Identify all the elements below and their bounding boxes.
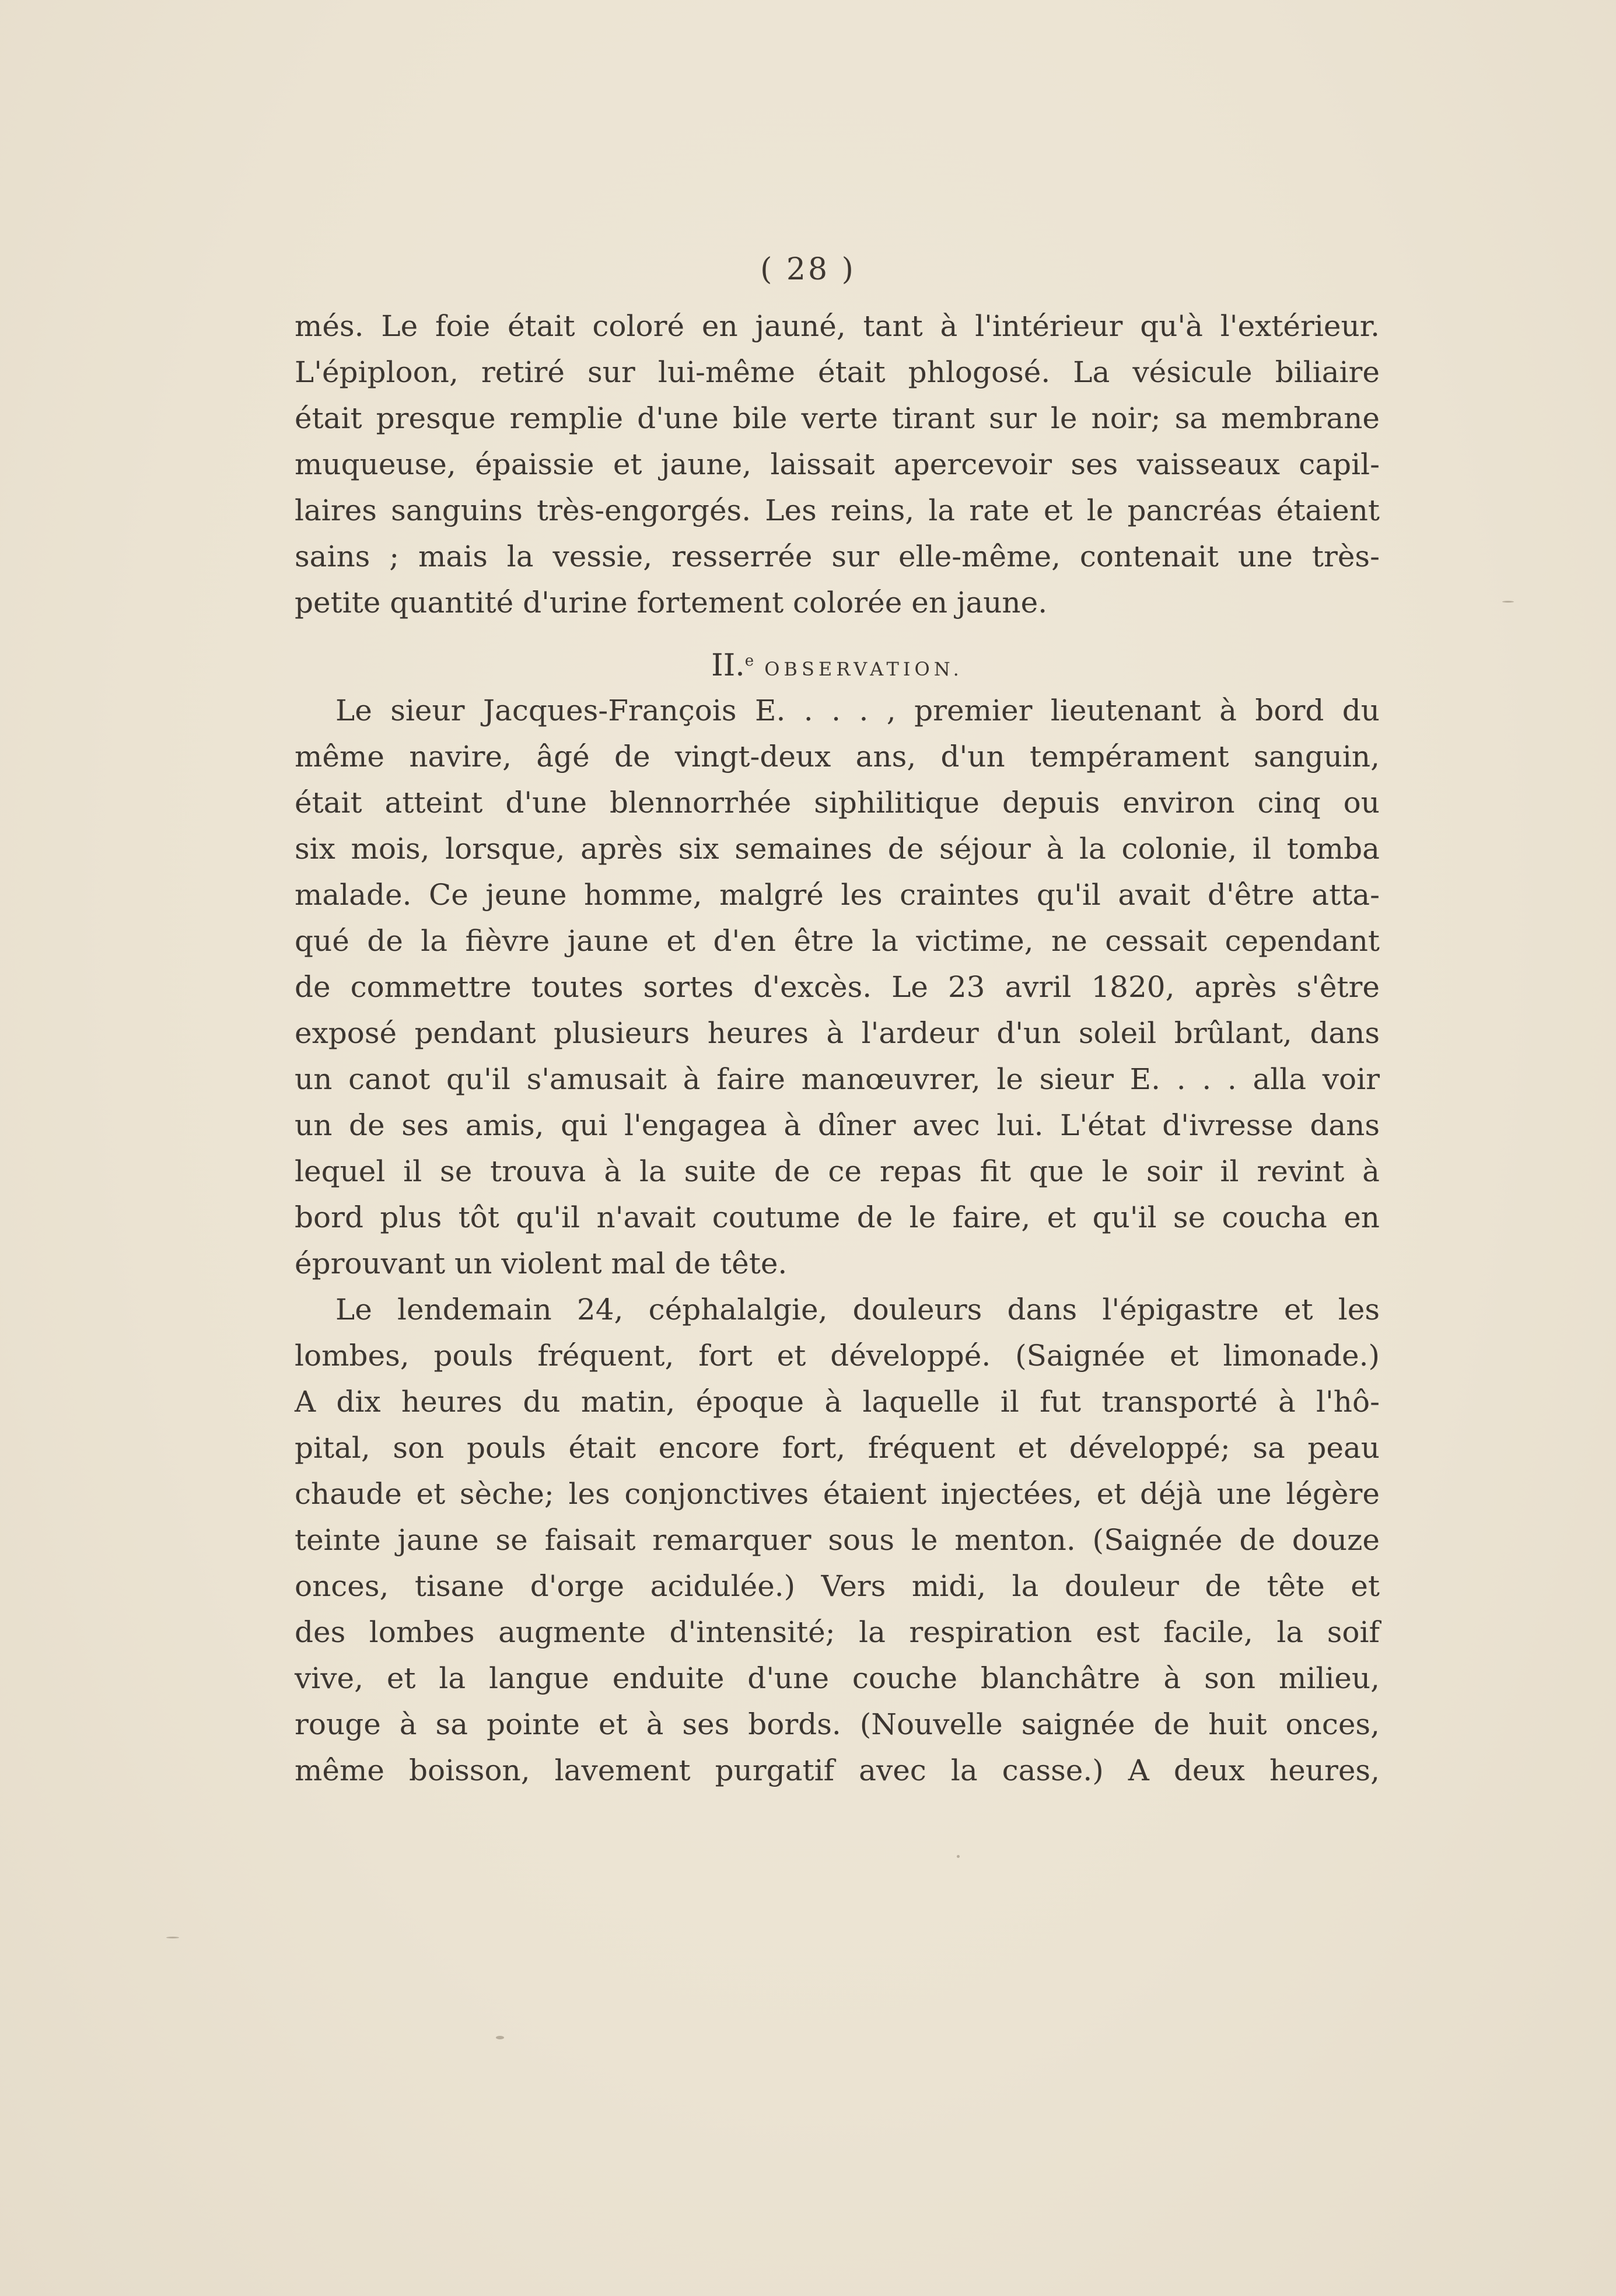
text-line: Le lendemain 24, céphalalgie, douleurs dans l'épigastre et les <box>335 1293 1380 1326</box>
text-line: un de ses amis, qui l'engagea à dîner avec lui. L'état d'ivresse dans <box>295 1108 1380 1142</box>
text-line: petite quantité d'urine fortement colorée en jaune. <box>295 586 1048 620</box>
heading-numeral: II. <box>711 648 745 683</box>
text-line: A dix heures du matin, époque à laquelle il fut transporté à l'hô- <box>295 1385 1380 1419</box>
text-line: éprouvant un violent mal de tête. <box>295 1247 788 1280</box>
text-line: muqueuse, épaissie et jaune, laissait apercevoir ses vaisseaux capil- <box>295 447 1380 481</box>
text-body <box>295 303 1380 1794</box>
text-line: chaude et sèche; les conjonctives étaient injectées, et déjà une légère <box>295 1477 1380 1511</box>
section-heading <box>295 626 1380 688</box>
text-line: six mois, lorsque, après six semaines de séjour à la colonie, il tomba <box>295 832 1380 866</box>
text-line: de commettre toutes sortes d'excès. Le 23 avril 1820, après s'être <box>295 970 1380 1004</box>
text-line: vive, et la langue enduite d'une couche blanchâtre à son milieu, <box>295 1661 1380 1695</box>
text-line: teinte jaune se faisait remarquer sous le menton. (Saignée de douze <box>295 1523 1380 1557</box>
paper-speck <box>496 2036 504 2039</box>
text-line: exposé pendant plusieurs heures à l'ardeur d'un soleil brûlant, dans <box>295 1016 1380 1050</box>
paper-speck <box>166 1937 179 1938</box>
paper-speck <box>1502 601 1514 603</box>
text-line: bord plus tôt qu'il n'avait coutume de le faire, et qu'il se coucha en <box>295 1200 1380 1234</box>
text-line: onces, tisane d'orge acidulée.) Vers midi, la douleur de tête et <box>295 1569 1380 1603</box>
text-line: des lombes augmente d'intensité; la respiration est facile, la soif <box>295 1615 1380 1649</box>
text-line: laires sanguins très-engorgés. Les reins, la rate et le pancréas étaient <box>295 494 1380 527</box>
text-line: rouge à sa pointe et à ses bords. (Nouvelle saignée de huit onces, <box>295 1707 1380 1741</box>
text-line: qué de la fièvre jaune et d'en être la victime, ne cessait cependant <box>295 924 1380 958</box>
paragraph-1 <box>295 303 1380 626</box>
paragraph-3 <box>295 1287 1380 1794</box>
text-line: même boisson, lavement purgatif avec la casse.) A deux heures, <box>295 1754 1380 1787</box>
text-line: était presque remplie d'une bile verte tirant sur le noir; sa membrane <box>295 401 1380 435</box>
text-line: pital, son pouls était encore fort, fréquent et développé; sa peau <box>295 1431 1380 1465</box>
text-line: un canot qu'il s'amusait à faire manœuvrer, le sieur E. . . . alla voir <box>295 1062 1380 1096</box>
heading-label: OBSERVATION. <box>764 658 963 680</box>
text-line: malade. Ce jeune homme, malgré les craintes qu'il avait d'être atta- <box>295 878 1380 912</box>
paper-speck <box>957 1855 960 1858</box>
page-number: ( 28 ) <box>760 252 856 287</box>
text-line: était atteint d'une blennorrhée siphilitique depuis environ cinq ou <box>295 786 1380 820</box>
text-line: lequel il se trouva à la suite de ce repas fit que le soir il revint à <box>295 1154 1380 1188</box>
text-line: més. Le foie était coloré en jauné, tant à l'intérieur qu'à l'extérieur. <box>295 309 1380 343</box>
heading-superscript: e <box>744 652 754 670</box>
text-line: même navire, âgé de vingt-deux ans, d'un tempérament sanguin, <box>295 740 1380 774</box>
text-line: lombes, pouls fréquent, fort et développé. (Saignée et limonade.) <box>295 1339 1380 1373</box>
text-line: Le sieur Jacques-François E. . . . , premier lieutenant à bord du <box>335 694 1380 727</box>
text-line: sains ; mais la vessie, resserrée sur elle-même, contenait une très- <box>295 540 1380 573</box>
text-line: L'épiploon, retiré sur lui-même était phlogosé. La vésicule biliaire <box>295 355 1380 389</box>
paragraph-2 <box>295 688 1380 1287</box>
